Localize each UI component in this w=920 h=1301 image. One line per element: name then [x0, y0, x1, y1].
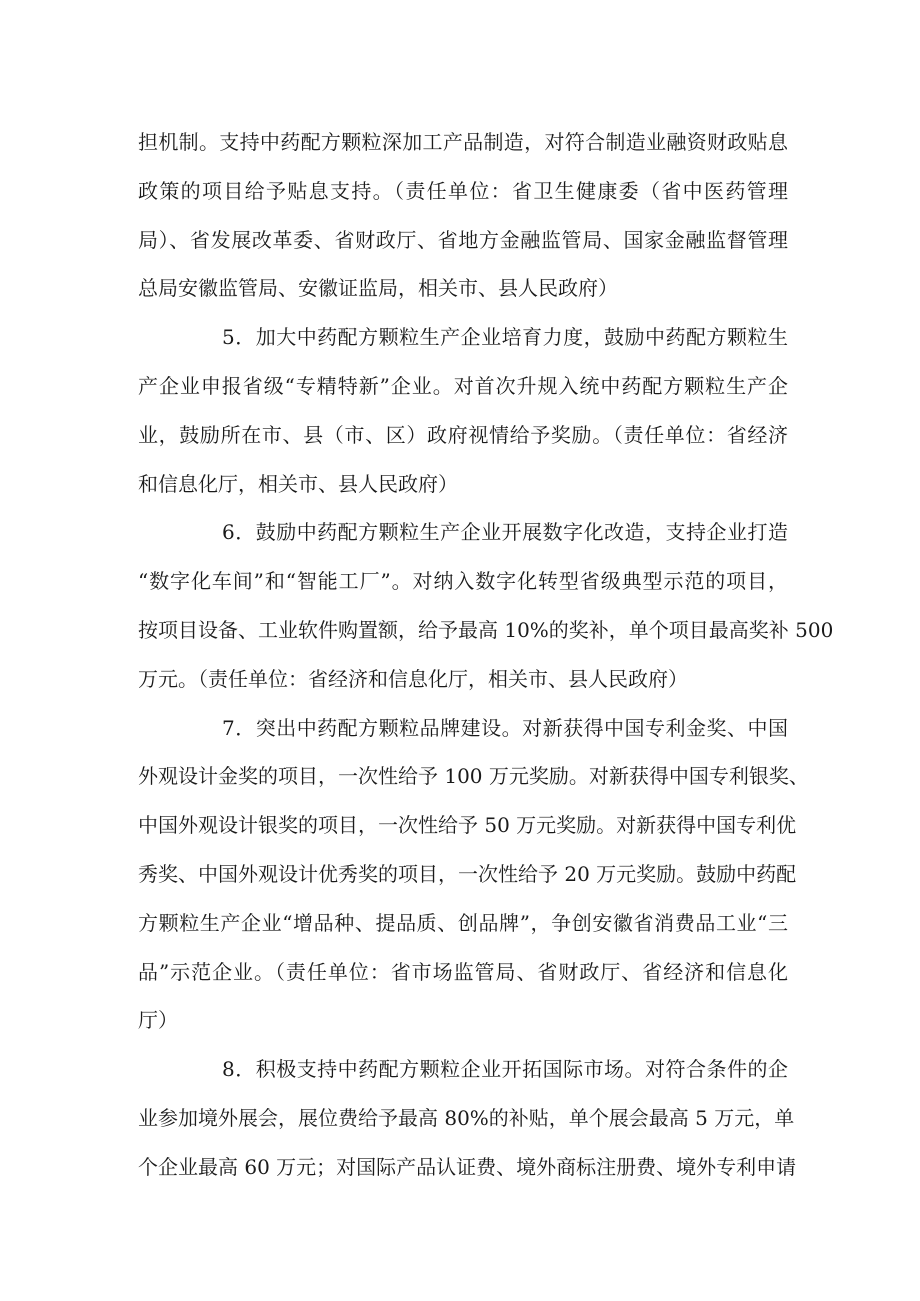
- text-line: 7．突出中药配方颗粒品牌建设。对新获得中国专利金奖、中国: [222, 715, 788, 740]
- text-line: 方颗粒生产企业“增品种、提品质、创品牌”，争创安徽省消费品工业“三: [138, 910, 788, 935]
- text-line: 厅）: [138, 1008, 178, 1033]
- text-line: 总局安徽监管局、安徽证监局，相关市、县人民政府）: [138, 276, 618, 301]
- paragraph-p4-cont: [138, 118, 788, 313]
- paragraph-p8: [138, 1045, 797, 1191]
- text-line: 政策的项目给予贴息支持。（责任单位：省卫生健康委（省中医药管理: [138, 178, 788, 203]
- text-line: 外观设计金奖的项目，一次性给予 100 万元奖励。对新获得中国专利银奖、: [138, 764, 809, 789]
- paragraph-p6: [138, 508, 834, 703]
- text-line: 中国外观设计银奖的项目，一次性给予 50 万元奖励。对新获得中国专利优: [138, 813, 797, 838]
- text-line: 万元。（责任单位：省经济和信息化厅，相关市、县人民政府）: [138, 666, 688, 691]
- text-line: 8．积极支持中药配方颗粒企业开拓国际市场。对符合条件的企: [222, 1057, 788, 1082]
- text-line: 和信息化厅，相关市、县人民政府）: [138, 471, 458, 496]
- text-line: 个企业最高 60 万元；对国际产品认证费、境外商标注册费、境外专利申请: [138, 1154, 797, 1179]
- text-line: 产企业申报省级“专精特新”企业。对首次升规入统中药配方颗粒生产企: [138, 373, 788, 398]
- text-line: 6．鼓励中药配方颗粒生产企业开展数字化改造，支持企业打造: [222, 520, 788, 545]
- text-line: 业参加境外展会，展位费给予最高 80%的补贴，单个展会最高 5 万元，单: [138, 1105, 795, 1130]
- paragraph-p7: [138, 704, 809, 1046]
- document-body: [138, 118, 834, 1192]
- text-line: 品”示范企业。（责任单位：省市场监管局、省财政厅、省经济和信息化: [138, 959, 788, 984]
- text-line: 秀奖、中国外观设计优秀奖的项目，一次性给予 20 万元奖励。鼓励中药配: [138, 861, 797, 886]
- text-line: 担机制。支持中药配方颗粒深加工产品制造，对符合制造业融资财政贴息: [138, 130, 788, 154]
- text-line: 局）、省发展改革委、省财政厅、省地方金融监管局、国家金融监督管理: [138, 227, 788, 252]
- text-line: “数字化车间”和“智能工厂”。对纳入数字化转型省级典型示范的项目，: [138, 569, 788, 594]
- text-line: 业，鼓励所在市、县（市、区）政府视情给予奖励。（责任单位：省经济: [138, 422, 788, 447]
- paragraph-p5: [138, 313, 788, 508]
- text-line: 按项目设备、工业软件购置额，给予最高 10%的奖补，单个项目最高奖补 500: [138, 617, 834, 642]
- text-line: 5．加大中药配方颗粒生产企业培育力度，鼓励中药配方颗粒生: [222, 325, 788, 350]
